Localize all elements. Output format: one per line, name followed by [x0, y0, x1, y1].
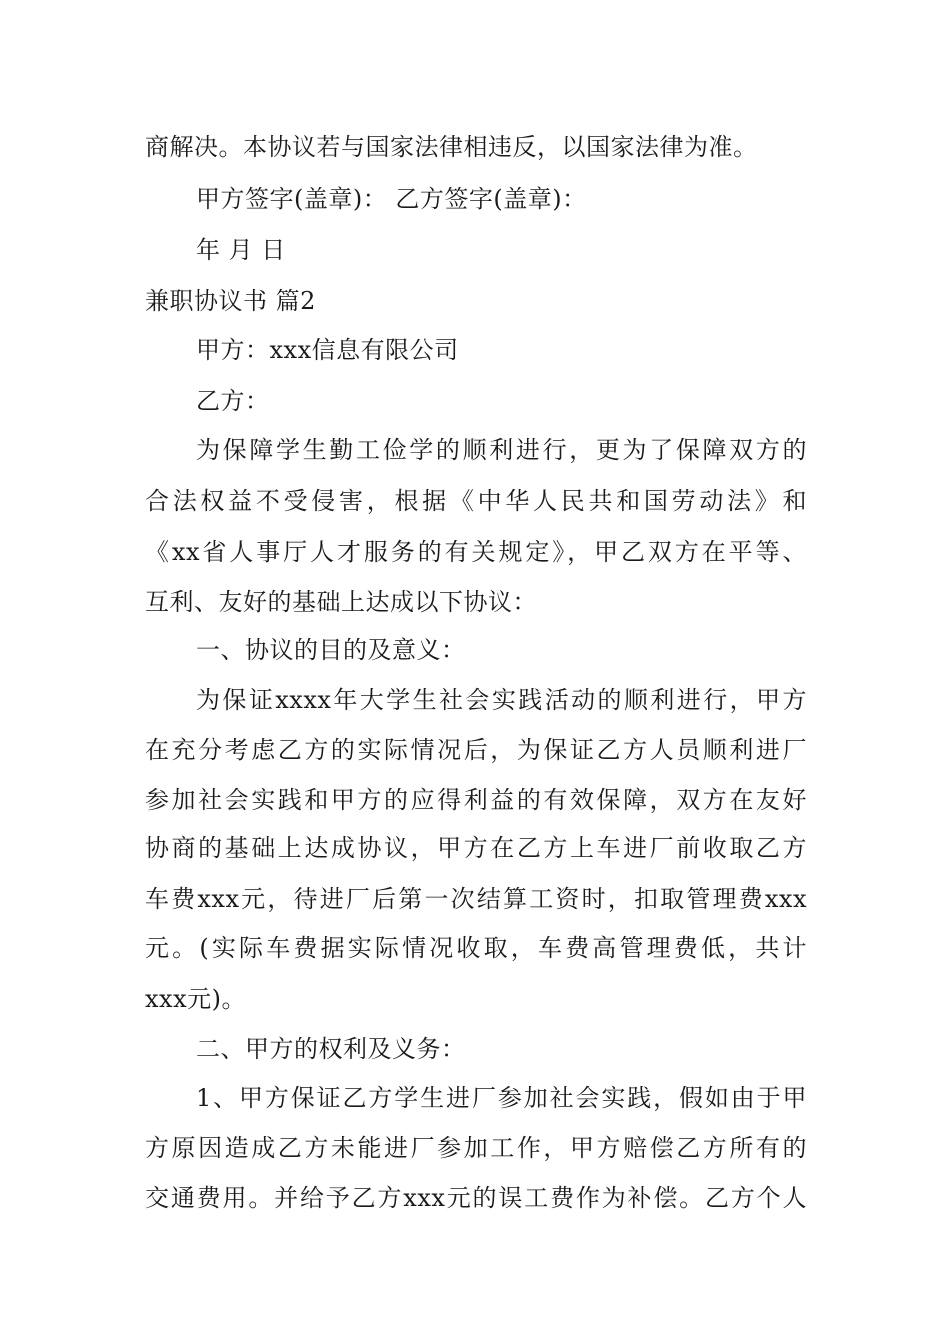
- paragraph-line: 为保障学生勤工俭学的顺利进行，更为了保障双方的: [196, 436, 807, 464]
- paragraph-line: 互利、友好的基础上达成以下协议：: [145, 588, 537, 616]
- paragraph-line: 元。(实际车费据实际情况收取，车费高管理费低，共计: [145, 934, 807, 962]
- party-a-line: 甲方：xxx信息有限公司: [196, 336, 459, 364]
- paragraph-line: 1、甲方保证乙方学生进厂参加社会实践，假如由于甲: [196, 1084, 807, 1112]
- paragraph-line: 方原因造成乙方未能进厂参加工作，甲方赔偿乙方所有的: [145, 1134, 807, 1162]
- paragraph-line: 协商的基础上达成协议，甲方在乙方上车进厂前收取乙方: [145, 834, 807, 862]
- paragraph-line: 车费xxx元，待进厂后第一次结算工资时，扣取管理费xxx: [145, 885, 807, 913]
- paragraph-line: 商解决。本协议若与国家法律相违反，以国家法律为准。: [145, 133, 758, 161]
- date-line: 年 月 日: [196, 236, 286, 264]
- paragraph-line: 参加社会实践和甲方的应得利益的有效保障，双方在友好: [145, 786, 807, 814]
- clause-heading: 二、甲方的权利及义务：: [196, 1035, 466, 1063]
- clause-heading: 一、协议的目的及意义：: [196, 636, 466, 664]
- paragraph-line: 为保证xxxx年大学生社会实践活动的顺利进行，甲方: [196, 686, 807, 714]
- paragraph-line: xxx元)。: [145, 985, 246, 1013]
- paragraph-line: 交通费用。并给予乙方xxx元的误工费作为补偿。乙方个人: [145, 1184, 807, 1212]
- section-title: 兼职协议书 篇2: [145, 287, 316, 315]
- signature-line: 甲方签字(盖章)： 乙方签字(盖章)：: [196, 185, 587, 213]
- paragraph-line: 在充分考虑乙方的实际情况后，为保证乙方人员顺利进厂: [145, 736, 807, 764]
- paragraph-line: 合法权益不受侵害，根据《中华人民共和国劳动法》和: [145, 487, 807, 515]
- party-b-line: 乙方：: [196, 387, 270, 415]
- paragraph-line: 《xx省人事厅人才服务的有关规定》，甲乙双方在平等、: [145, 538, 807, 566]
